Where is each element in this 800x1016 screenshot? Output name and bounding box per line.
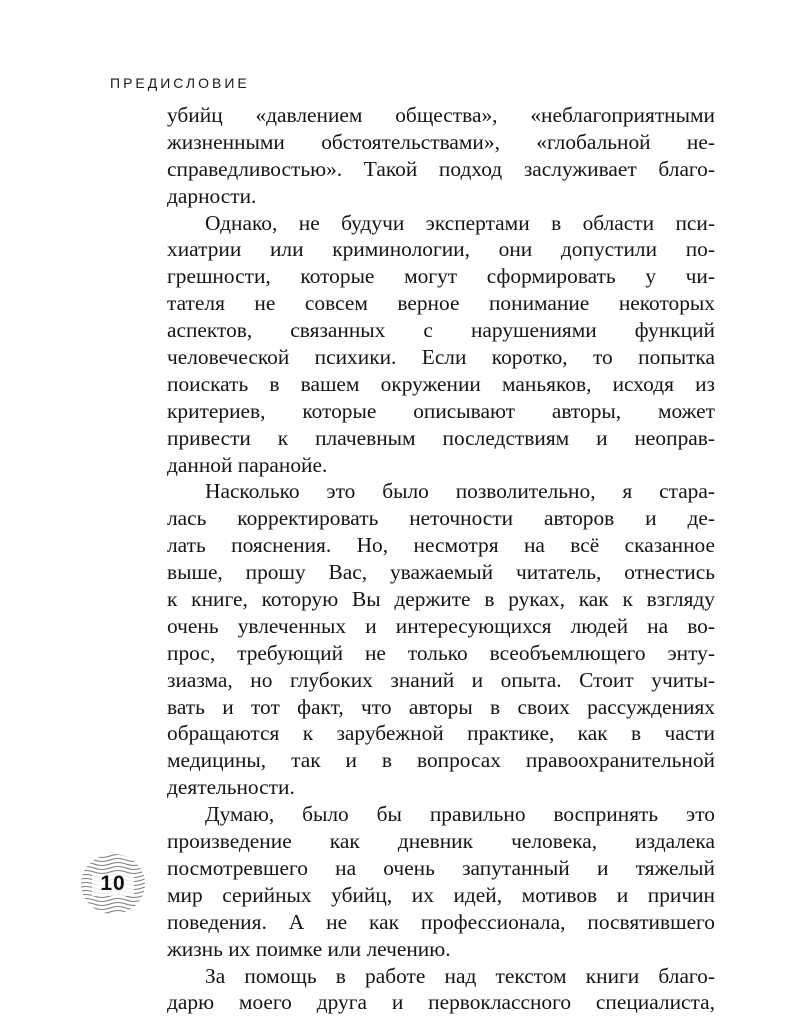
text-line: критериев, которые описывают авторы, может (167, 398, 715, 423)
text-line: справедливостью». Такой подход заслуживает благо- (167, 156, 715, 181)
text-line: дарности. (167, 183, 257, 208)
paragraph-first-line: За помощь в работе над текстом книги благо- (205, 963, 715, 988)
text-line: мир серийных убийц, их идей, мотивов и причин (167, 882, 715, 907)
text-line: жизненными обстоятельствами», «глобальной не- (167, 129, 715, 154)
page-number: 10 (100, 872, 126, 895)
text-line: выше, прошу Вас, уважаемый читатель, отнестись (167, 560, 715, 585)
text-line: прос, требующий не только всеобъемлющего энту- (167, 640, 715, 665)
text-line: деятельности. (167, 775, 295, 800)
running-head: ПРЕДИСЛОВИЕ (110, 75, 250, 91)
paragraph-first-line: Насколько это было позволительно, я стара- (205, 479, 715, 504)
paragraph-first-line: Думаю, было бы правильно воспринять это (205, 802, 715, 827)
text-line: посмотревшего на очень запутанный и тяжелый (167, 855, 715, 880)
text-line: убийц «давлением общества», «неблагоприятными (167, 103, 715, 127)
text-line: к книге, которую Вы держите в руках, как к взгляду (167, 587, 715, 612)
text-line: дарю моего друга и первоклассного специалиста, (167, 990, 715, 1015)
text-line: вать и тот факт, что авторы в своих рассуждениях (167, 694, 715, 719)
text-line: поведения. А не как профессионала, посвятившего (167, 909, 715, 934)
text-line: жизнь их поимке или лечению. (167, 936, 451, 961)
text-line: тателя не совсем верное понимание некоторых (167, 291, 715, 316)
text-line: поискать в вашем окружении маньяков, исходя из (167, 371, 715, 396)
text-line: хиатрии или криминологии, они допустили по- (167, 237, 715, 262)
text-line: обращаются к зарубежной практике, как в части (167, 721, 715, 746)
text-line: аспектов, связанных с нарушениями функций (167, 318, 715, 343)
body-text (167, 102, 715, 1016)
page-folio (78, 852, 148, 916)
text-line: лать пояснения. Но, несмотря на всё сказанное (167, 533, 715, 558)
paragraph-first-line: Однако, не будучи экспертами в области пси- (205, 210, 715, 235)
text-line: человеческой психики. Если коротко, то попытка (167, 345, 715, 370)
text-line: лась корректировать неточности авторов и де- (167, 506, 715, 531)
text-line: зиазма, но глубоких знаний и опыта. Стоит учиты- (167, 667, 715, 692)
text-line: произведение как дневник человека, издалека (167, 829, 715, 854)
text-line: привести к плачевным последствиям и неоправ- (167, 425, 715, 450)
text-line: очень увлеченных и интересующихся людей на во- (167, 613, 715, 638)
text-line: грешности, которые могут сформировать у чи- (167, 264, 715, 289)
text-line: данной паранойе. (167, 452, 328, 477)
text-line: медицины, так и в вопросах правоохранительной (167, 748, 715, 773)
